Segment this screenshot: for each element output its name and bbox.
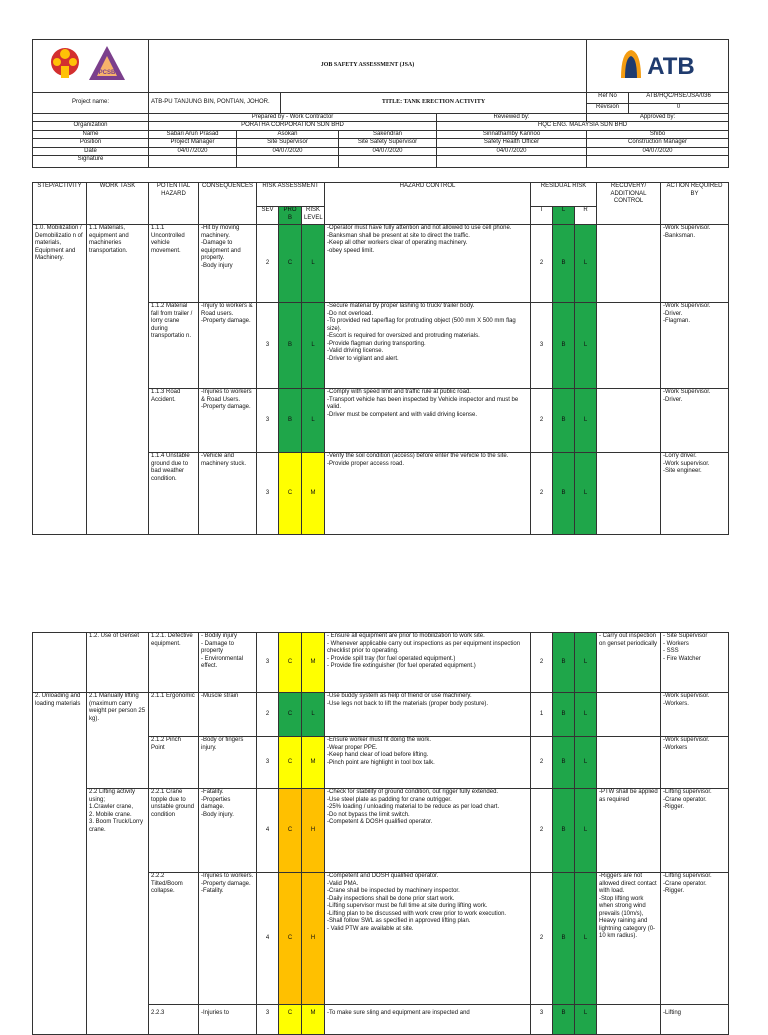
col-residual-risk: RESIDUAL RISK [531, 183, 597, 207]
svg-text:ATB: ATB [646, 53, 695, 80]
residual-i-cell: 2 [531, 389, 553, 453]
hazard-cell: 2.2.3 [149, 1005, 199, 1035]
consequence-cell: -Vehicle and machinery stuck. [199, 453, 257, 535]
hazard-cell: 1.1.2 Material fall from trailer / lorry crane during transportatio n. [149, 303, 199, 389]
task-cell: 1.2. Use of Genset [87, 633, 149, 693]
consequence-cell: -Injuries to workers & Road Users. -Property damage. [199, 389, 257, 453]
residual-i-cell: 2 [531, 633, 553, 693]
residual-l-cell: B [553, 873, 575, 1005]
position-label: Position [33, 139, 149, 148]
action-cell: -Lifting supervisor. -Crane operator. -Rigger. [661, 789, 729, 873]
ref-label: Ref No [587, 92, 629, 103]
residual-r-cell: L [575, 693, 597, 737]
ref-value: ATB/HQC/HSE/JSA/036 [629, 92, 729, 103]
control-cell: -Secure material by proper lashing to truck/ trailer body. -Do not overload. -To provided red tape/flag for protruding object (500 mm X 500 mm flag size). -Escort is required for oversized and protruding materials. -Provide flagman during transporting. -Valid driving license. -Driver to vigilant and alert. [325, 303, 531, 389]
control-cell: - Ensure all equipment are prior to mobilization to work site. - Whenever applicable carry out inspections as per equipment inspection checklist prior to operating. - Provide spill tray (for fuel operated equipment.) - Provide fire extinguisher (for fuel operated equipment.) [325, 633, 531, 693]
signature-box [437, 156, 587, 168]
action-cell: -Work Supervisor. -Banksman. [661, 225, 729, 303]
recovery-cell [597, 737, 661, 789]
risk-level-cell: M [302, 453, 325, 535]
col-consequences: CONSEQUENCES [199, 183, 257, 225]
action-cell: -Lorry driver. -Work supervisor. -Site engineer. [661, 453, 729, 535]
control-cell: -Check for stability of ground condition, out rigger fully extended. -Use steel plate as padding for crane outrigger. -25% loading / unloading material to be reduce as per load chart. -Do not bypass the limit switch. -Competent & DOSH qualified operator. [325, 789, 531, 873]
severity-cell: 3 [257, 737, 279, 789]
action-cell: -Lifting supervisor. -Crane operator. -Rigger. [661, 873, 729, 1005]
signature-box [237, 156, 339, 168]
control-cell: -To make sure sling and equipment are inspected and [325, 1005, 531, 1035]
probability-cell: C [279, 633, 302, 693]
residual-l-cell: B [553, 389, 575, 453]
signatory-position: Site Safety Supervisor [339, 139, 437, 148]
severity-cell: 2 [257, 225, 279, 303]
residual-r-cell: L [575, 1005, 597, 1035]
residual-i-cell: 2 [531, 453, 553, 535]
jsa-title: JOB SAFETY ASSESSMENT (JSA) [149, 40, 587, 93]
severity-cell: 3 [257, 389, 279, 453]
hazard-cell: 1.1.4 Unstable ground due to bad weather condition. [149, 453, 199, 535]
probability-cell: B [279, 303, 302, 389]
signatory-date: 04/07/2020 [237, 147, 339, 156]
signature-box [587, 156, 729, 168]
step-cell: 2. Unloading and loading materials [33, 693, 87, 1035]
residual-r-cell: L [575, 389, 597, 453]
signatory-name: Sinnathamby Kannoo [437, 130, 587, 139]
signature-label: Signature [33, 156, 149, 168]
residual-i-cell: 3 [531, 1005, 553, 1035]
risk-level-cell: L [302, 693, 325, 737]
residual-l-cell: B [553, 1005, 575, 1035]
signatory-position: Safety Health Officer [437, 139, 587, 148]
date-label: Date [33, 147, 149, 156]
risk-level-cell: L [302, 225, 325, 303]
severity-cell: 2 [257, 693, 279, 737]
probability-cell: B [279, 389, 302, 453]
step-cell: 1.0. Mobilization / Demobilizatio n of materials, Equipment and Machinery. [33, 225, 87, 535]
severity-cell: 3 [257, 453, 279, 535]
signatory-position: Construction Manager [587, 139, 729, 148]
consequence-cell: -Injuries to [199, 1005, 257, 1035]
residual-r-cell: L [575, 873, 597, 1005]
risk-level-cell: L [302, 389, 325, 453]
residual-i-cell: 3 [531, 303, 553, 389]
recovery-cell [597, 303, 661, 389]
residual-r-cell: L [575, 737, 597, 789]
control-cell: -Operator must have fully attention and not allowed to use cell phone. -Banksman shall be present at site to direct the traffic. -Keep all other workers clear of operating machinery. -obey speed limit. [325, 225, 531, 303]
residual-l-cell: B [553, 693, 575, 737]
residual-i-cell: 2 [531, 873, 553, 1005]
signatory-name: Sabari Arun Prasad [149, 130, 237, 139]
risk-level-cell: L [302, 303, 325, 389]
signatory-date: 04/07/2020 [437, 147, 587, 156]
approved-by: Approved by: [587, 113, 729, 122]
hazard-cell: 1.2.1. Defective equipment. [149, 633, 199, 693]
signatory-date: 04/07/2020 [587, 147, 729, 156]
recovery-cell [597, 453, 661, 535]
residual-r-cell: L [575, 789, 597, 873]
signatory-name: Shibo [587, 130, 729, 139]
organization-label: Organization [33, 122, 149, 131]
residual-i-cell: 2 [531, 737, 553, 789]
recovery-cell [597, 389, 661, 453]
residual-r-cell: L [575, 633, 597, 693]
risk-level-cell: M [302, 737, 325, 789]
col-risk-level: RISK LEVEL [302, 207, 325, 225]
control-cell: -Verify the soil condition (access) before enter the vehicle to the site. -Provide proper access road. [325, 453, 531, 535]
organization-contractor: PORATHA CORPORATION SDN BHD [149, 122, 437, 131]
recovery-cell [597, 1005, 661, 1035]
consequence-cell: -Fatality. -Properties damage. -Body injury. [199, 789, 257, 873]
project-label: Project name: [33, 92, 149, 113]
action-cell: -Work supervisor. -Workers [661, 737, 729, 789]
revision-label: Revision [587, 103, 629, 113]
svg-text:PCSB: PCSB [98, 70, 116, 76]
col-i: I [531, 207, 553, 225]
residual-r-cell: L [575, 225, 597, 303]
col-recovery: RECOVERY/ ADDITIONAL CONTROL [597, 183, 661, 225]
signatory-position: Site Supervisor [237, 139, 339, 148]
risk-level-cell: M [302, 1005, 325, 1035]
probability-cell: C [279, 873, 302, 1005]
residual-l-cell: B [553, 789, 575, 873]
table-row [33, 225, 729, 303]
residual-i-cell: 1 [531, 693, 553, 737]
task-cell: 2.1 Manually lifting (maximum carry weight per person 25 kg). [87, 693, 149, 789]
col-l: L [553, 207, 575, 225]
probability-cell: C [279, 225, 302, 303]
reviewed-by: Reviewed by: [437, 113, 587, 122]
signatory-position: Project Manager [149, 139, 237, 148]
petronas-pcsb-logo-icon [35, 40, 147, 88]
residual-l-cell: B [553, 453, 575, 535]
prepared-by: Prepared by - Work Contractor [149, 113, 437, 122]
probability-cell: C [279, 453, 302, 535]
name-label: Name [33, 130, 149, 139]
residual-r-cell: L [575, 453, 597, 535]
revision-value: 0 [629, 103, 729, 113]
action-cell: - Site Supervisor - Workers - SSS - Fire Watcher [661, 633, 729, 693]
col-hazard-control: HAZARD CONTROL [325, 183, 531, 225]
residual-l-cell: B [553, 303, 575, 389]
severity-cell: 3 [257, 303, 279, 389]
col-hazard: POTENTIAL HAZARD [149, 183, 199, 225]
action-cell: -Work supervisor. -Workers. [661, 693, 729, 737]
probability-cell: C [279, 693, 302, 737]
control-cell: -Comply with speed limit and traffic rule at public road. -Transport vehicle has been inspected by Vehicle inspector and must be valid. -Driver must be competent and with valid driving license. [325, 389, 531, 453]
signature-box [339, 156, 437, 168]
task-cell: 2.2 Lifting activity using; 1.Crawler crane, 2. Mobile crane. 3. Boom Truck/Lorry crane. [87, 789, 149, 1035]
consequence-cell: -Body or fingers injury. [199, 737, 257, 789]
residual-l-cell: B [553, 737, 575, 789]
consequence-cell: -Injury to workers & Road users. -Property damage. [199, 303, 257, 389]
table-row [33, 693, 729, 737]
action-cell: -Work Supervisor. -Driver. -Flagman. [661, 303, 729, 389]
recovery-cell: - Carry out inspection on genset periodically [597, 633, 661, 693]
project-value: ATB-PU TANJUNG BIN, PONTIAN, JOHOR. [149, 92, 281, 113]
recovery-cell [597, 693, 661, 737]
signatory-date: 04/07/2020 [339, 147, 437, 156]
col-task: WORK TASK [87, 183, 149, 225]
signatory-name: Asokan [237, 130, 339, 139]
control-cell: -Ensure worker must fit doing the work. -Wear proper PPE. -Keep hand clear of load before lifting. -Pinch point are highlight in tool box talk. [325, 737, 531, 789]
recovery-cell: -Riggers are not allowed direct contact with load. -Stop lifting work when strong wind prevails (10m/s), Heavy raining and lightning category (0-10 km radius). [597, 873, 661, 1005]
col-prob: PRO B [279, 207, 302, 225]
residual-l-cell: B [553, 225, 575, 303]
consequence-cell: -Hit by moving machinery. -Damage to equipment and property. -Body injury [199, 225, 257, 303]
hazard-cell: 2.2.1 Crane topple due to unstable ground condition [149, 789, 199, 873]
hazard-cell: 2.1.2 Pinch Point [149, 737, 199, 789]
consequence-cell: -Muscle strain [199, 693, 257, 737]
control-cell: -Use buddy system as help of friend or use machinery. -Use legs not back to lift the materials (proper body posture). [325, 693, 531, 737]
residual-l-cell: B [553, 633, 575, 693]
col-sev: SEV [257, 207, 279, 225]
severity-cell: 4 [257, 789, 279, 873]
residual-r-cell: L [575, 303, 597, 389]
task-cell: 1.1 Materials, equipment and machineries transportation. [87, 225, 149, 535]
risk-level-cell: M [302, 633, 325, 693]
signatory-name: Sakendran [339, 130, 437, 139]
col-r: R [575, 207, 597, 225]
residual-i-cell: 2 [531, 789, 553, 873]
severity-cell: 3 [257, 633, 279, 693]
signature-box [149, 156, 237, 168]
company-logos [33, 40, 149, 93]
severity-cell: 3 [257, 1005, 279, 1035]
jsa-header-table [32, 39, 729, 168]
atb-logo [587, 40, 729, 93]
col-action: ACTION REQUIRED BY [661, 183, 729, 225]
probability-cell: C [279, 1005, 302, 1035]
action-cell: -Lifting [661, 1005, 729, 1035]
residual-i-cell: 2 [531, 225, 553, 303]
action-cell: -Work Supervisor. -Driver. [661, 389, 729, 453]
table-row [33, 789, 729, 873]
step-cell [33, 633, 87, 693]
hazard-cell: 2.1.1 Ergonomic [149, 693, 199, 737]
control-cell: -Competent and DOSH qualified operator. -Valid PMA. -Crane shall be inspected by machinery inspector. -Daily inspections shall be done prior start work. -Lifting supervisor must be full time at site during lifting work. -Lifting plan to be discussed with work crew prior to work execution. -Shall follow SWL as specified in approved lifting plan. - Valid PTW are available at site. [325, 873, 531, 1005]
severity-cell: 4 [257, 873, 279, 1005]
risk-level-cell: H [302, 873, 325, 1005]
probability-cell: C [279, 737, 302, 789]
consequence-cell: - Bodily injury - Damage to property - Environmental effect. [199, 633, 257, 693]
hazard-cell: 2.2.2 Tilted/Boom collapse. [149, 873, 199, 1005]
jsa-table-part-2 [32, 632, 729, 1035]
signatory-date: 04/07/2020 [149, 147, 237, 156]
col-step: STEP/ACTIVITY [33, 183, 87, 225]
recovery-cell: -PTW shall be applied as required [597, 789, 661, 873]
recovery-cell [597, 225, 661, 303]
col-risk-assessment: RISK ASSESSMENT [257, 183, 325, 207]
hazard-cell: 1.1.1 Uncontrolled vehicle movement. [149, 225, 199, 303]
hazard-cell: 1.1.3 Road Accident. [149, 389, 199, 453]
activity-title: TITLE: TANK ERECTION ACTIVITY [281, 92, 587, 113]
risk-level-cell: H [302, 789, 325, 873]
probability-cell: C [279, 789, 302, 873]
atb-logo-icon [613, 44, 703, 84]
jsa-table-part-1 [32, 182, 729, 535]
organization-reviewer: HQC ENG. MALAYSIA SDN BHD [437, 122, 729, 131]
consequence-cell: -Injuries to workers. -Property damage. -Fatality. [199, 873, 257, 1005]
table-row [33, 633, 729, 693]
